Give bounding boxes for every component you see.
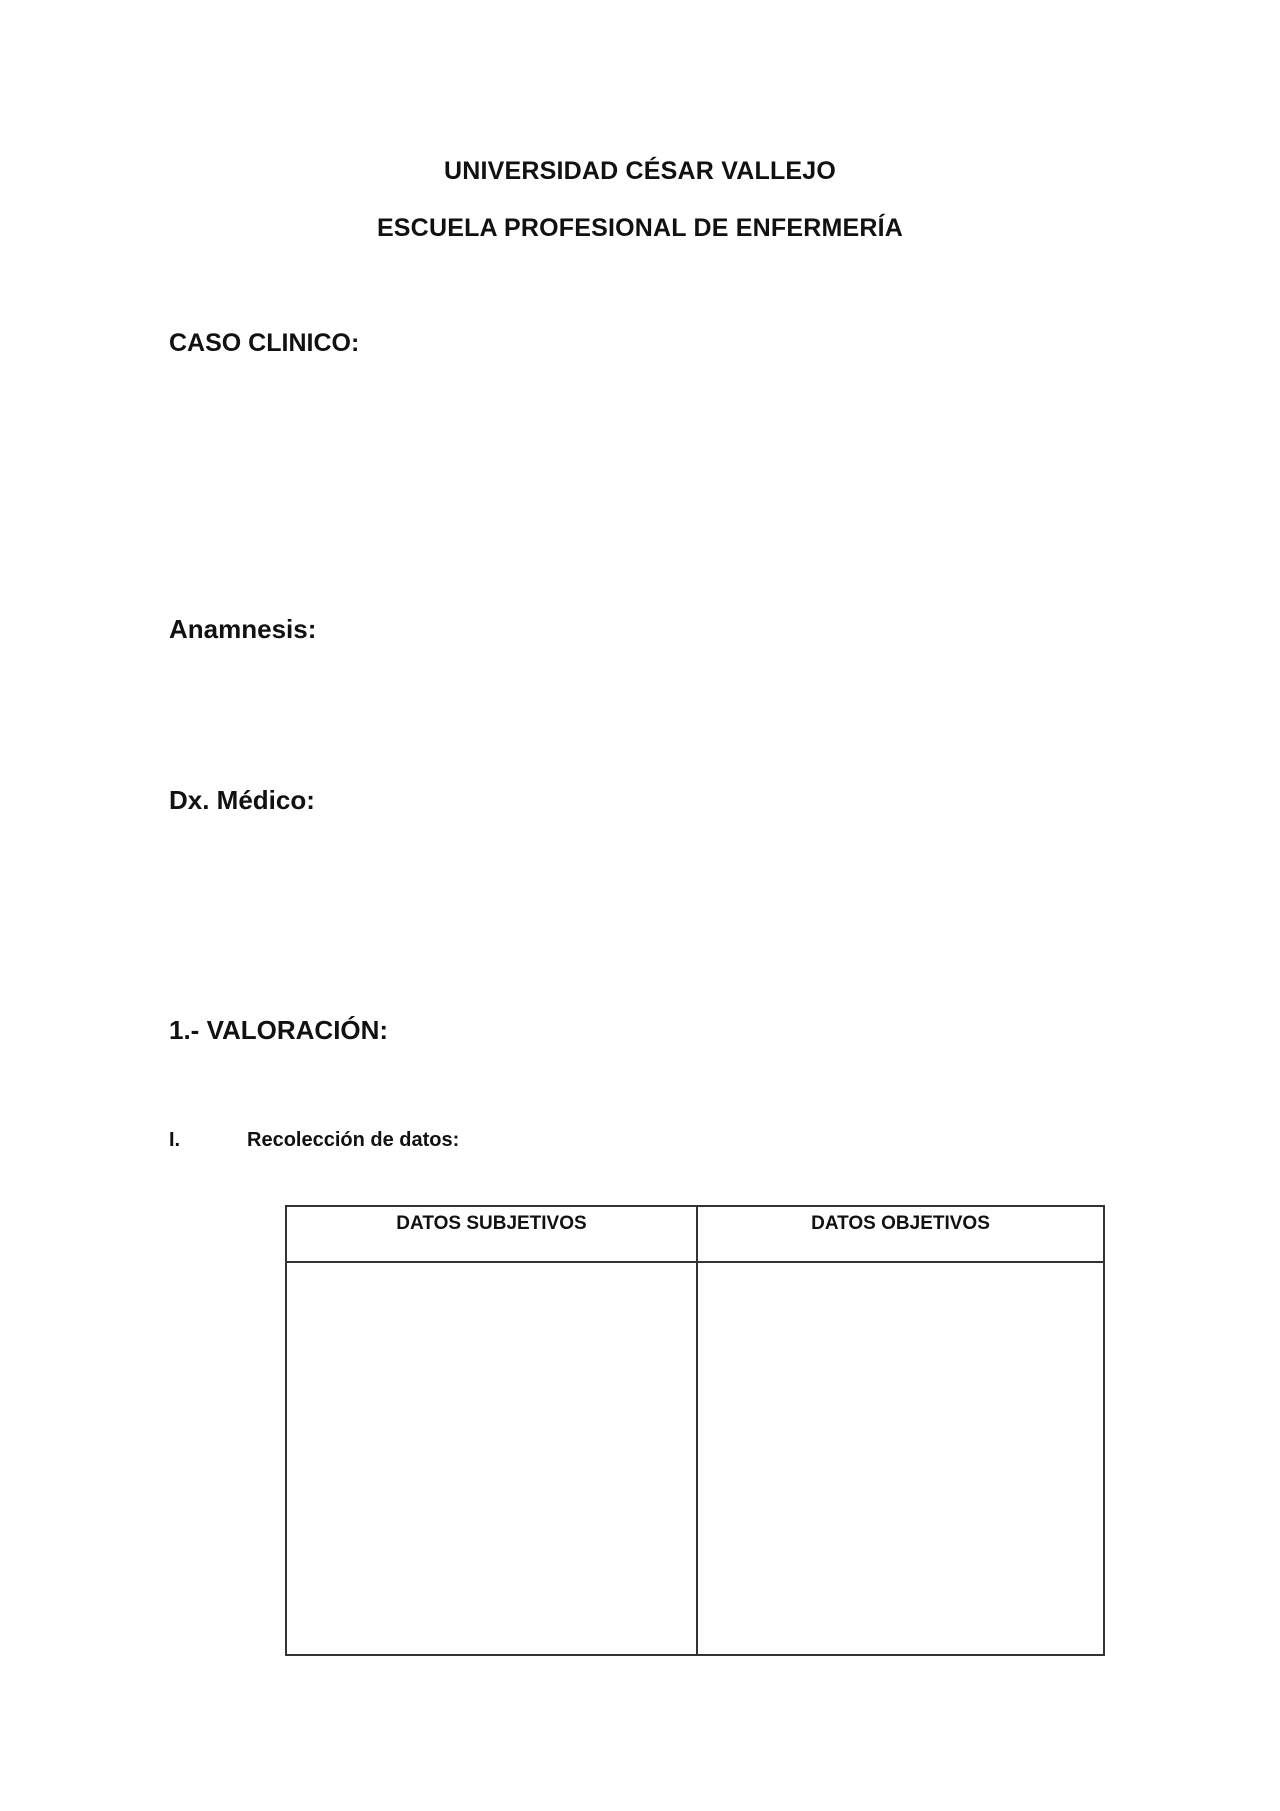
- datos-table: [285, 1205, 1105, 1656]
- subsection-number: I.: [169, 1129, 181, 1151]
- header-datos-objetivos: DATOS OBJETIVOS: [697, 1206, 1104, 1262]
- table-header-row: [286, 1206, 1104, 1262]
- caso-clinico-heading: CASO CLINICO:: [169, 329, 360, 357]
- valoracion-heading: 1.- VALORACIÓN:: [169, 1015, 389, 1045]
- subsection-label: Recolección de datos:: [247, 1129, 460, 1151]
- dx-medico-heading: Dx. Médico:: [169, 785, 315, 815]
- university-title: UNIVERSIDAD CÉSAR VALLEJO: [443, 157, 837, 185]
- header-datos-subjetivos: DATOS SUBJETIVOS: [286, 1206, 697, 1262]
- cell-datos-subjetivos: [286, 1262, 697, 1655]
- table-row: [286, 1262, 1104, 1655]
- cell-datos-objetivos: [697, 1262, 1104, 1655]
- school-title: ESCUELA PROFESIONAL DE ENFERMERÍA: [376, 214, 904, 242]
- anamnesis-heading: Anamnesis:: [169, 614, 317, 644]
